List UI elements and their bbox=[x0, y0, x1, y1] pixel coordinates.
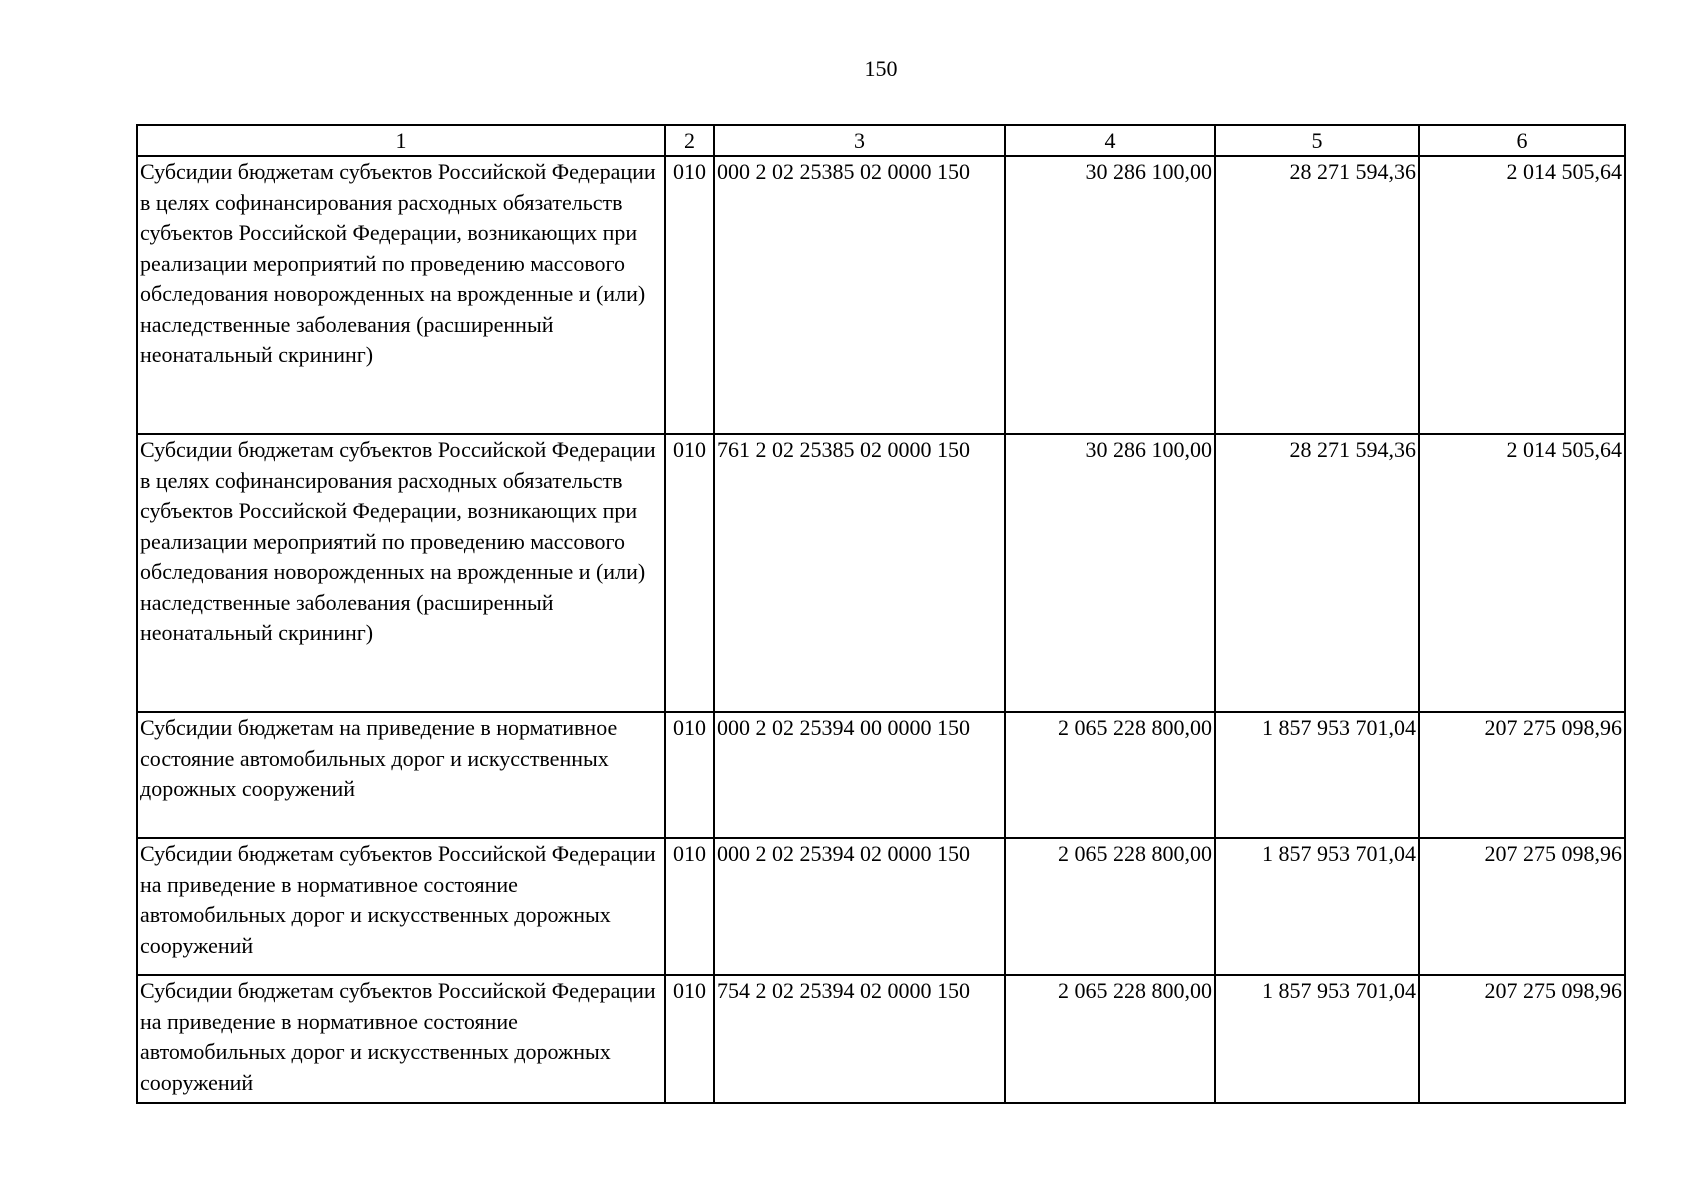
row-name: Субсидии бюджетам субъектов Российской Федерации в целях софинансирования расходных обязательств субъектов Российской Федерации, возникающих при реализации мероприятий по проведению массового обследования новорожденных на врожденные и (или) наследственные заболевания (расширенный неонатальный скрининг) bbox=[137, 434, 665, 712]
row-amount-column-6: 207 275 098,96 bbox=[1419, 838, 1625, 975]
table-header-row bbox=[137, 125, 1625, 156]
table-row bbox=[137, 838, 1625, 975]
row-code-column-2: 010 bbox=[665, 712, 714, 838]
row-budget-code: 000 2 02 25385 02 0000 150 bbox=[714, 156, 1005, 434]
row-code-column-2: 010 bbox=[665, 975, 714, 1103]
row-name: Субсидии бюджетам субъектов Российской Федерации на приведение в нормативное состояние автомобильных дорог и искусственных дорожных сооружений bbox=[137, 975, 665, 1103]
row-amount-column-5: 1 857 953 701,04 bbox=[1215, 975, 1419, 1103]
row-budget-code: 000 2 02 25394 02 0000 150 bbox=[714, 838, 1005, 975]
table-row bbox=[137, 434, 1625, 712]
row-code-column-2: 010 bbox=[665, 434, 714, 712]
column-header-2: 2 bbox=[665, 125, 714, 156]
row-amount-column-5: 1 857 953 701,04 bbox=[1215, 838, 1419, 975]
row-amount-column-6: 2 014 505,64 bbox=[1419, 434, 1625, 712]
row-amount-column-4: 2 065 228 800,00 bbox=[1005, 975, 1215, 1103]
row-code-column-2: 010 bbox=[665, 156, 714, 434]
column-header-5: 5 bbox=[1215, 125, 1419, 156]
row-amount-column-6: 207 275 098,96 bbox=[1419, 712, 1625, 838]
row-amount-column-5: 1 857 953 701,04 bbox=[1215, 712, 1419, 838]
column-header-4: 4 bbox=[1005, 125, 1215, 156]
column-header-1: 1 bbox=[137, 125, 665, 156]
row-budget-code: 761 2 02 25385 02 0000 150 bbox=[714, 434, 1005, 712]
row-amount-column-5: 28 271 594,36 bbox=[1215, 156, 1419, 434]
row-name: Субсидии бюджетам субъектов Российской Федерации на приведение в нормативное состояние автомобильных дорог и искусственных дорожных сооружений bbox=[137, 838, 665, 975]
row-budget-code: 754 2 02 25394 02 0000 150 bbox=[714, 975, 1005, 1103]
table-row bbox=[137, 156, 1625, 434]
row-amount-column-4: 30 286 100,00 bbox=[1005, 156, 1215, 434]
row-amount-column-6: 2 014 505,64 bbox=[1419, 156, 1625, 434]
row-code-column-2: 010 bbox=[665, 838, 714, 975]
row-amount-column-4: 2 065 228 800,00 bbox=[1005, 838, 1215, 975]
column-header-3: 3 bbox=[714, 125, 1005, 156]
table-row bbox=[137, 712, 1625, 838]
row-amount-column-6: 207 275 098,96 bbox=[1419, 975, 1625, 1103]
table-row bbox=[137, 975, 1625, 1103]
column-header-6: 6 bbox=[1419, 125, 1625, 156]
row-name: Субсидии бюджетам на приведение в нормативное состояние автомобильных дорог и искусственных дорожных сооружений bbox=[137, 712, 665, 838]
row-budget-code: 000 2 02 25394 00 0000 150 bbox=[714, 712, 1005, 838]
row-amount-column-4: 30 286 100,00 bbox=[1005, 434, 1215, 712]
row-name: Субсидии бюджетам субъектов Российской Федерации в целях софинансирования расходных обязательств субъектов Российской Федерации, возникающих при реализации мероприятий по проведению массового обследования новорожденных на врожденные и (или) наследственные заболевания (расширенный неонатальный скрининг) bbox=[137, 156, 665, 434]
row-amount-column-5: 28 271 594,36 bbox=[1215, 434, 1419, 712]
budget-table bbox=[136, 124, 1626, 1104]
row-amount-column-4: 2 065 228 800,00 bbox=[1005, 712, 1215, 838]
page-number: 150 bbox=[864, 56, 898, 81]
